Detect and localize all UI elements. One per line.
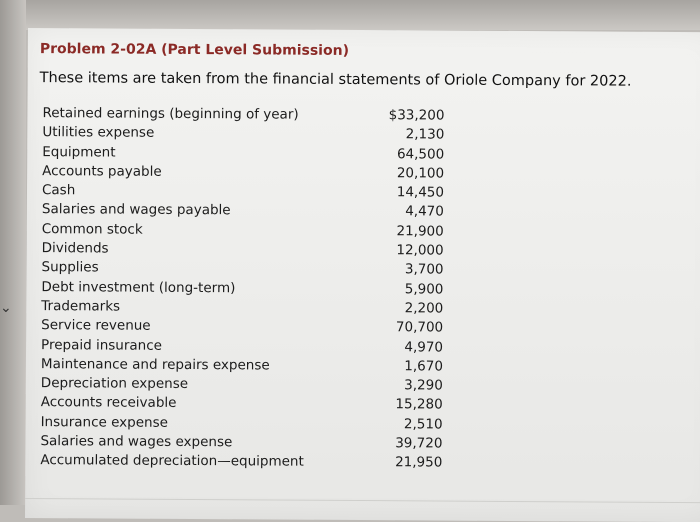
item-amount: 5,900 <box>404 280 444 298</box>
list-item <box>41 413 471 435</box>
item-amount: $33,200 <box>388 107 445 124</box>
list-item <box>42 104 472 126</box>
list-item <box>42 201 472 223</box>
divider <box>25 498 700 503</box>
financial-items-list <box>40 104 472 473</box>
list-item <box>41 316 471 338</box>
list-item <box>42 123 472 145</box>
item-label: Service revenue <box>41 317 151 335</box>
item-amount: 21,950 <box>395 454 443 471</box>
item-label: Supplies <box>41 259 99 276</box>
edge-mark: ⌄ <box>0 300 12 316</box>
list-item <box>41 278 471 300</box>
list-item <box>41 297 471 319</box>
item-amount: 2,510 <box>403 416 443 433</box>
item-amount: 3,290 <box>404 377 443 394</box>
item-amount: 2,130 <box>405 126 445 143</box>
list-item <box>41 394 471 416</box>
item-amount: 1,670 <box>404 358 443 375</box>
item-amount: 4,970 <box>404 338 444 356</box>
background-top <box>0 0 700 30</box>
list-item <box>41 336 471 358</box>
item-label: Accumulated depreciation—equipment <box>40 452 304 471</box>
item-amount: 21,900 <box>396 223 444 240</box>
list-item <box>40 451 470 473</box>
list-item <box>41 374 471 396</box>
list-item <box>42 181 472 203</box>
item-amount: 4,470 <box>405 203 444 221</box>
item-amount: 15,280 <box>395 396 443 413</box>
list-item <box>40 432 470 454</box>
item-label: Prepaid insurance <box>41 336 163 354</box>
item-label: Retained earnings (beginning of year) <box>42 105 299 123</box>
item-label: Accounts payable <box>42 162 162 180</box>
item-amount: 12,000 <box>396 242 444 259</box>
item-label: Accounts receivable <box>40 394 177 412</box>
item-amount: 14,450 <box>396 184 445 201</box>
item-label: Equipment <box>42 143 116 161</box>
list-item <box>42 220 472 242</box>
item-label: Salaries and wages payable <box>41 201 231 219</box>
item-amount: 20,100 <box>396 165 445 182</box>
item-amount: 70,700 <box>395 319 444 336</box>
problem-sheet <box>25 28 700 522</box>
item-label: Maintenance and repairs expense <box>40 355 270 374</box>
item-amount: 3,700 <box>404 261 444 278</box>
item-amount: 64,500 <box>396 145 445 163</box>
problem-title: Problem 2-02A (Part Level Submission) <box>39 41 350 59</box>
list-item <box>42 143 472 165</box>
item-amount: 2,200 <box>404 300 444 317</box>
list-item <box>42 239 472 261</box>
item-label: Salaries and wages expense <box>40 433 233 451</box>
item-label: Cash <box>41 182 76 199</box>
item-label: Dividends <box>41 240 109 257</box>
list-item <box>41 258 471 280</box>
item-label: Insurance expense <box>40 413 169 431</box>
item-label: Common stock <box>41 220 143 238</box>
background-left-edge <box>0 0 26 505</box>
problem-intro: These items are taken from the financial statements of Oriole Company for 2022. <box>39 70 632 90</box>
list-item <box>41 355 471 377</box>
list-item <box>42 162 472 184</box>
item-amount: 39,720 <box>395 435 443 452</box>
item-label: Depreciation expense <box>40 375 189 393</box>
item-label: Trademarks <box>41 298 121 315</box>
item-label: Debt investment (long-term) <box>41 278 236 296</box>
item-label: Utilities expense <box>42 124 155 142</box>
